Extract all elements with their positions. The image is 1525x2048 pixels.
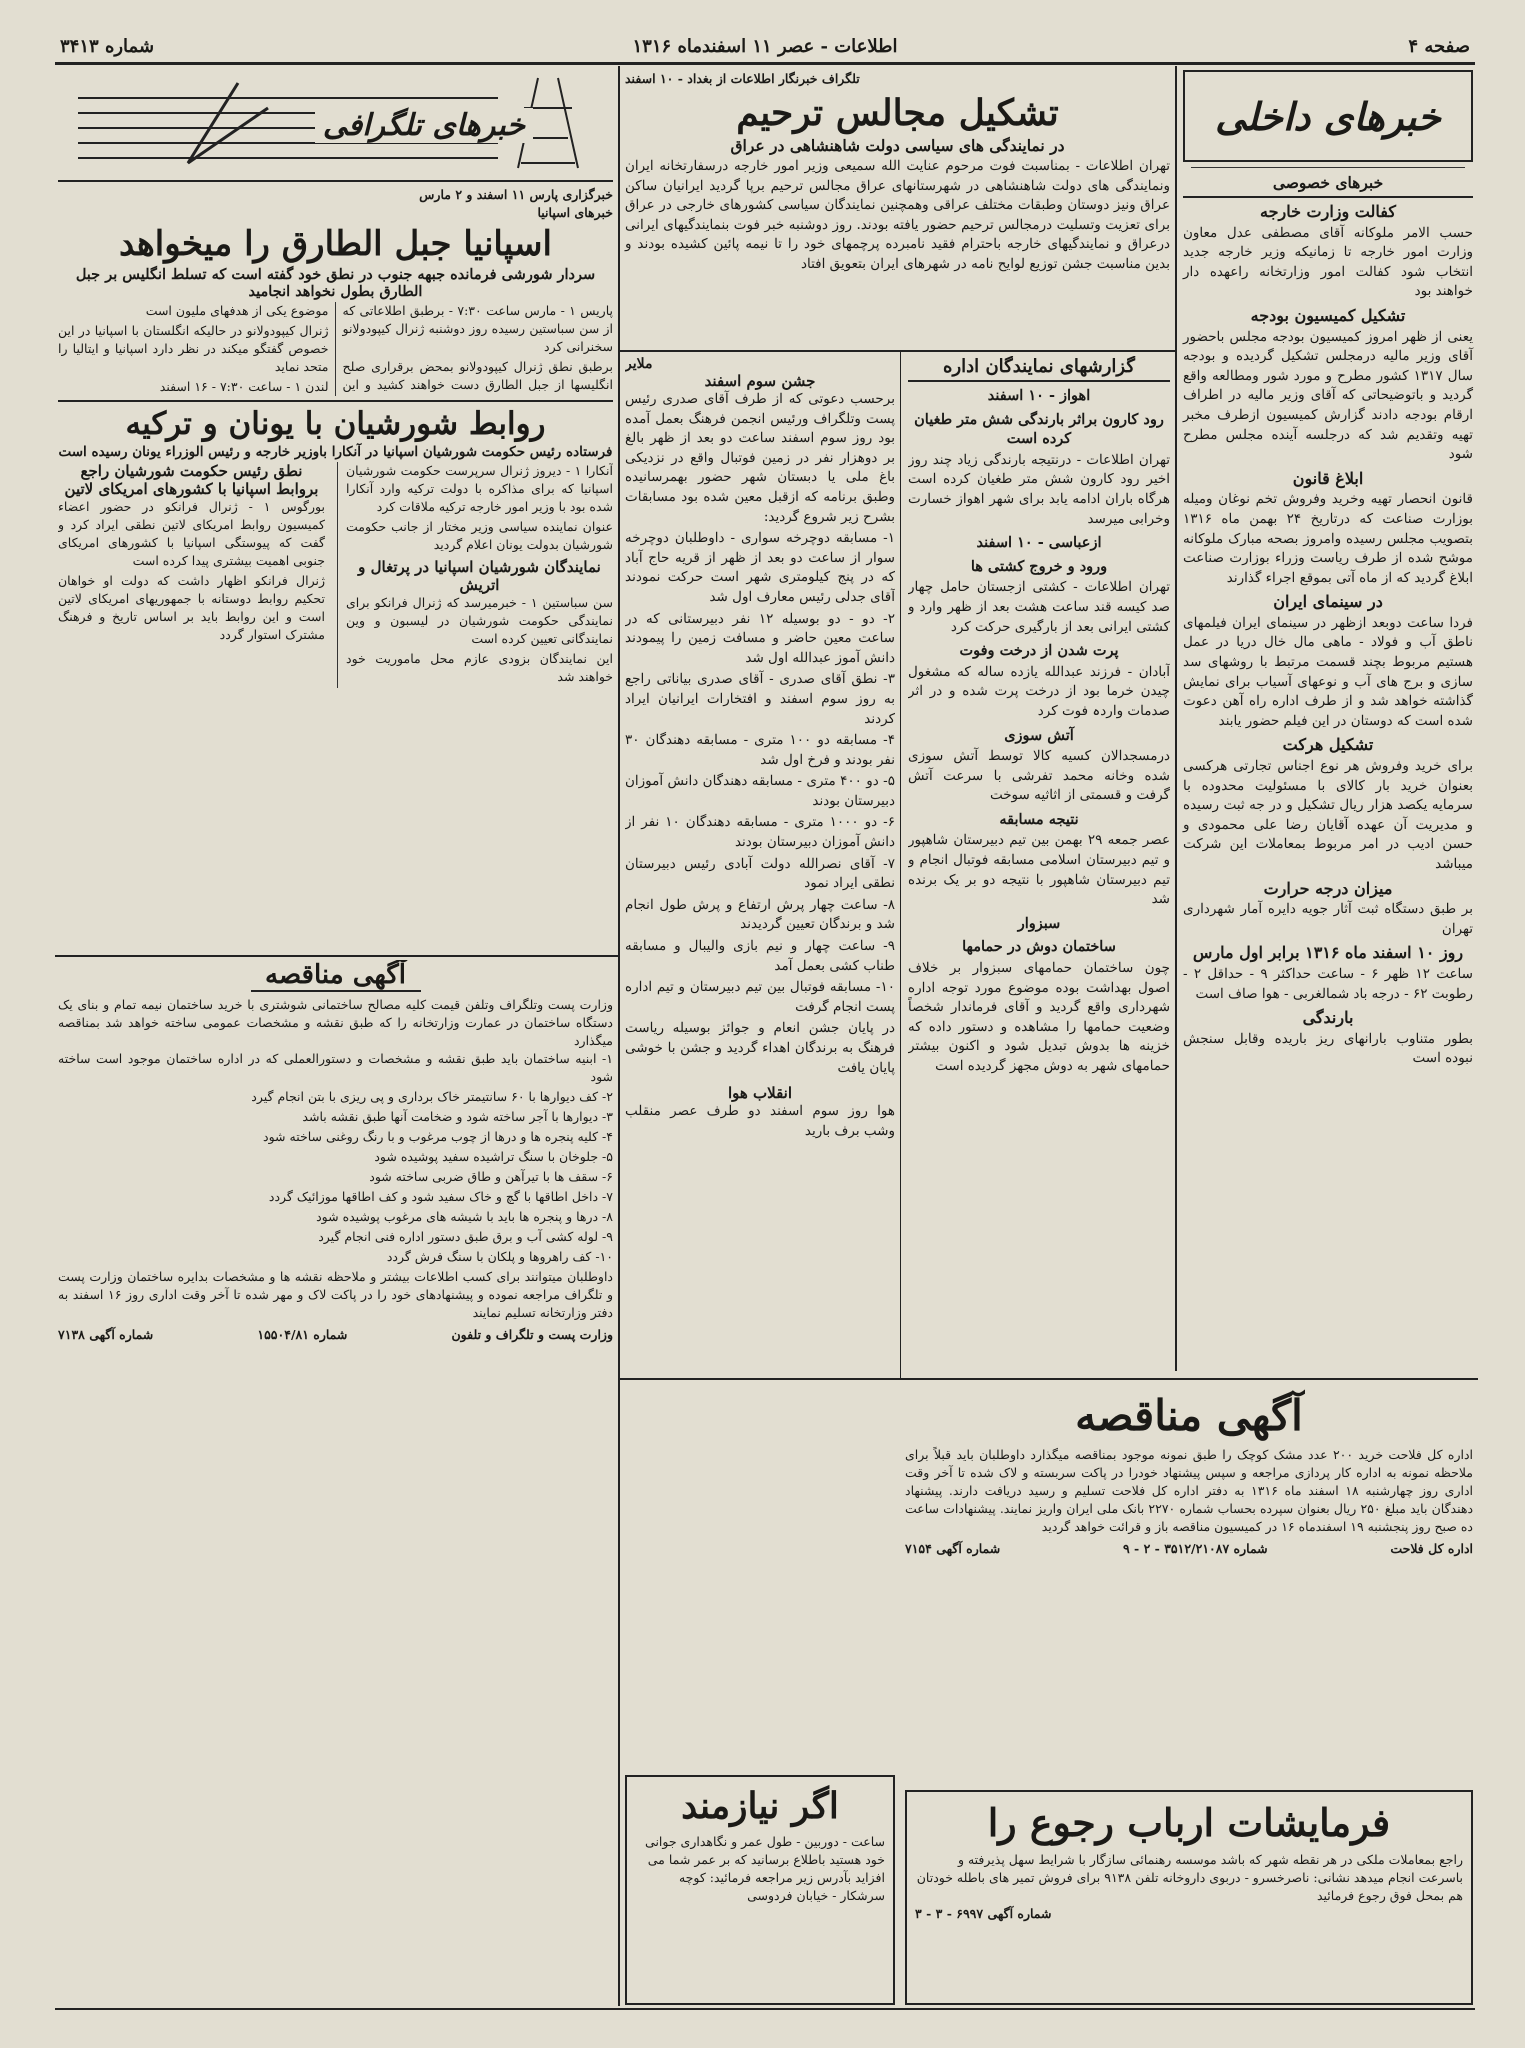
news-item-title: در سینمای ایران (1273, 592, 1383, 612)
portugal-headline: نمایندگان شورشیان اسپانیا در پرتغال و اتریش (358, 558, 601, 594)
tender1-item: ۲- کف دیوارها با ۶۰ سانتیمتر خاک برداری و پی ریزی با بتن انجام گیرد (251, 1089, 613, 1104)
right-column (1183, 70, 1473, 1370)
report-title: ساختمان دوش در حمامها (962, 938, 1116, 956)
report-title: رود کارون براثر بارندگی شش متر طغیان کرده است (914, 410, 1164, 448)
malayer-sub: جشن سوم اسفند (704, 372, 816, 390)
report-title: نتیجه مسابقه (999, 810, 1079, 828)
left-two-cols (58, 462, 613, 688)
malayer-list-item: ۱۰- مسابقه فوتبال بین تیم دبیرستان و تیم اداره پست انجام گرفت (625, 979, 895, 1015)
tender1-footer (58, 1326, 613, 1344)
tender1-item: ۵- جلوخان با سنگ تراشیده سفید پوشیده شود (374, 1149, 613, 1164)
report-text: چون ساختمان حمامهای سبزوار بر خلاف اصول بهداشت بوده موضوع مورد توجه اداره شهرداری واقع گردید و آقای فرماندار شخصاً وضعیت حمامها را مشاهده و دستور داده که خزینه ها بدوش تبدیل شود و اکنون بیشتر حمامهای شهر به دوش مجهز گردیده است (908, 960, 1170, 1074)
ad-orders-title: فرمایشات ارباب رجوع را (987, 1800, 1391, 1845)
tender1-item: ۷- داخل اطاقها با گچ و خاک سفید شود و کف اطاقها موزائیک گردد (268, 1189, 613, 1204)
col-rule-right (1175, 66, 1177, 1371)
news-item-title: میزان درجه حرارت (1263, 878, 1393, 898)
news-item-title: تشکیل هرکت (1282, 735, 1374, 755)
spain-paras (58, 302, 613, 396)
news-item-text: بر طبق دستگاه ثبت آثار جویه دایره آمار شهرداری تهران (1183, 901, 1473, 937)
domestic-news-title: خبرهای داخلی (1215, 93, 1441, 139)
domestic-news-banner (1183, 70, 1473, 162)
spain-section: خبرهای اسپانیا (537, 205, 613, 220)
news-item-title: بارندگی (1302, 1008, 1354, 1028)
weather-header: انقلاب هوا (727, 1084, 793, 1103)
mid-headline: تشکیل مجالس ترحیم (736, 92, 1059, 134)
left-column (58, 68, 613, 953)
tender1-ad (58, 960, 613, 2005)
malayer-list (625, 529, 895, 1078)
news-item-title: کفالت وزارت خارجه (1260, 202, 1396, 221)
ad-need-box (625, 1775, 895, 2005)
tender1-item: ۳- دیوارها با آجر ساخته شود و ضخامت آنها طبق نقشه باشد (302, 1109, 613, 1124)
malayer-list-item: ۳- نطق آقای صدری - آقای صدری بیاناتی راجع به روز سوم اسفند و افتخارات ایرانیان ایراد کردند (625, 671, 895, 727)
report-text: تهران اطلاعات - کشتی ازجستان حامل چهار صد کیسه قند ساعت هشت بعد از ظهر وارد و کشتی ایرانی بعد از بارگیری حرکت کرد (908, 579, 1170, 635)
malayer-list-item: ۹- ساعت چهار و نیم بازی والیبال و مسابقه طناب کشی بعمل آمد (625, 938, 895, 974)
report-title: پرت شدن از درخت وفوت (959, 642, 1119, 660)
malayer-list-item: در پایان جشن انعام و جوائز بوسیله ریاست فرهنگ به برندگان اهداء گردید و جشن با خوشی پایان یافت (625, 1020, 895, 1076)
masthead (60, 30, 1470, 60)
ad-need-text: ساعت - دوربین - طول عمر و نگاهداری جوانی خود هستید باطلاع برسانید که بر عمر شما می افزاید بآدرس زیر مراجعه فرمائید: کوچه سرشکار - خیابان فردوسی (645, 1834, 885, 1903)
report-title: سبزوار (1017, 914, 1061, 932)
malayer-list-item: ۲- دو - دو بوسیله ۱۲ نفر دبیرستانی که در ساعت معین حاضر و مسافت زمین را پیمودند دانش آموز عبدالله اول شد (625, 610, 895, 666)
news-item-text: حسب الامر ملوکانه آقای مصطفی عدل معاون وزارت امور خارجه تا زمانیکه وزیر خارجه جدید انتخاب شود کفالت امور وزارتخانه راعهده دار خواهند بود (1183, 224, 1473, 300)
reports-list (908, 386, 1170, 1077)
tender2-foot-right: اداره کل فلاحت (1390, 1541, 1473, 1556)
tender1-foot-right: وزارت پست و تلگراف و تلفون (451, 1327, 613, 1342)
mid-top-article (625, 70, 1170, 350)
tender1-item: ۴- کلیه پنجره ها و درها از چوب مرغوب و با رنگ روغنی ساخته شود (263, 1129, 613, 1144)
bottom-rule (55, 2008, 1475, 2010)
telegraph-line: تلگراف خبرنگار اطلاعات از بغداد - ۱۰ اسفند (625, 71, 860, 86)
malayer-list-item: ۱- مسابقه دوچرخه سواری - داوطلبان دوچرخه سوار از ساعت دو بعد از ظهر از قریه حاج آباد که در پنج کیلومتری شهر است حرکت نمودند آقای جدلی رئیس معارف اول شد (625, 530, 895, 605)
paragraph: ژنرال فرانکو اظهار داشت که دولت او خواهان تحکیم روابط دوستانه با جمهوریهای امریکای لاتین است و این روابط باید بر اساس تاریخ و فرهنگ مشترک استوار گردد (58, 573, 325, 642)
right-news-list (1183, 202, 1473, 1069)
tender1-foot-center: شماره ۱۵۵۰۴/۸۱ (257, 1327, 348, 1342)
ad-orders-box (905, 1790, 1473, 2005)
report-text: عصر جمعه ۲۹ بهمن بین تیم دبیرستان شاهپور و تیم دبیرستان اسلامی مسابقه فوتبال انجام و تیم دبیرستان شاهپور با نتیجه دو بر یک برنده شد (908, 832, 1170, 908)
greece-turkey-headline: روابط شورشیان با یونان و ترکیه (125, 406, 546, 442)
news-item-text: بطور متناوب بارانهای ریز باریده وقابل سنجش نبوده است (1183, 1030, 1473, 1067)
pars-agency-line: خبرگزاری پارس ۱۱ اسفند و ۲ مارس (419, 187, 613, 202)
tender1-item: ۱- ابنیه ساختمان باید طبق نقشه و مشخصات و دستورالعملی که در اداره ساختمان موجود است ساخته شود (58, 1051, 613, 1084)
paragraph: لندن ۱ - ساعت ۷:۳۰ - ۱۶ اسفند (159, 379, 329, 394)
malayer-list-item: ۴- مسابقه دو ۱۰۰ متری - مسابقه دهندگان ۳۰ نفر بودند و فرخ اول شد (625, 732, 895, 768)
portugal-paras (346, 594, 613, 686)
telegraph-banner-title: خبرهای تلگرافی (315, 108, 533, 143)
malayer-list-item: ۷- آقای نصرالله دولت آبادی رئیس دبیرستان نطقی ایراد نمود (625, 855, 895, 892)
tender1-item: ۱۰- کف راهروها و پلکان با سنگ فرش گردد (386, 1249, 613, 1264)
report-text: درمسجدالان کسیه کالا توسط آتش سوزی شده وخانه محمد تفرشی با سرعت آتش گرفت و قسمتی از اثاثیه سوخت (908, 748, 1170, 804)
tender2-ad (905, 1385, 1473, 1785)
left-col-b (58, 462, 325, 688)
report-text: آبادان - فرزند عبدالله یازده ساله که مشغول چیدن خرما بود از درخت پرت شده و در اثر صدمات واردہ فوت کرد (908, 663, 1170, 719)
paragraph: ژنرال کیپودولانو در حالیکه انگلستان با اسپانیا در این خصوص گفتگو میکند در نظر دارد اسپانیا و ایتالیا را متحد نماید (58, 323, 329, 374)
tender2-top-rule (620, 1378, 1478, 1380)
tender1-intro: وزارت پست وتلگراف وتلفن قیمت کلیه مصالح ساختمانی شوشتری با خرید ساختمان نیمه تمام و بنای یک دستگاه ساختمان در عمارت وزارتخانه را که طبق نقشه و مشخصات عمومی ساخته خواهد شد بمناقصه میگذارد (58, 997, 613, 1048)
report-title: آتش سوزی (1004, 726, 1074, 744)
paragraph: عنوان نماینده سیاسی وزیر مختار از جانب حکومت شورشیان بدولت یونان اعلام گردید (346, 519, 613, 552)
tender1-title: آگهی مناقصه (251, 960, 421, 992)
ad-need-title: اگر نیازمند (681, 1785, 839, 1827)
news-item-title: تشکیل کمیسیون بودجه (1250, 305, 1406, 325)
news-item-title: روز ۱۰ اسفند ماه ۱۳۱۶ برابر اول مارس (1192, 943, 1464, 963)
tender1-item: ۸- درها و پنجره ها باید با شیشه های مرغوب پوشیده شود (316, 1209, 613, 1224)
news-item-title: ابلاغ قانون (1292, 468, 1364, 488)
report-title: ازعباسی - ۱۰ اسفند (976, 534, 1102, 552)
spain-subhead: سردار شورشی فرمانده جبهه جنوب در نطق خود گفته است که تسلط انگلیس بر جبل الطارق بطول نخواهد انجامید (75, 266, 596, 300)
masthead-rule (55, 62, 1475, 65)
tender1-foot-left: شماره آگهی ۷۱۳۸ (58, 1327, 154, 1342)
col-rule-mid (900, 350, 901, 1380)
report-title: اهواز - ۱۰ اسفند (987, 387, 1091, 404)
news-item-text: ساعت ۱۲ ظهر ۶ - ساعت حداکثر ۹ - حداقل ۲ - رطوبت ۶۲ - درجه باد شمالغربی - هوا صاف است (1183, 965, 1473, 1002)
tender2-foot-center: شماره ۳۵۱۲/۲۱۰۸۷ - ۲ - ۹ (1122, 1541, 1268, 1556)
ad-orders-text: راجع بمعاملات ملکی در هر نقطه شهر که باشد موسسه رهنمائی سازگار با شرایط سهل پذیرفته و باسرعت انجام میدهد نشانی: ناصرخسرو - دربوی داروخانه تلفن ۹۱۳۸ برای فروش تمیر های باطله خودتان هم بمحل فوق رجوع فرمائید (916, 1852, 1463, 1903)
tender2-text: اداره کل فلاحت خرید ۲۰۰ عدد مشک کوچک را طبق نمونه موجود بمناقصه میگذارد داوطلبان باید قبلاً برای ملاحظه نمونه به اداره کار پردازی مراجعه و سپس پیشنهاد خودرا در پاکت سربسته و لاک شده تا آخر وقت اداری روز چهارشنبه ۱۸ اسفند ماه ۱۳۱۶ به دفتر اداره کل فلاحت تسلیم و رسید دریافت دارند. پیشنهاد دهندگان باید مبلغ ۲۵۰ ریال بعنوان سپرده بحساب شماره ۲۲۷۰ بانک ملی ایران واریز نمایند. پیشنهادات ساعت ده صبح روز پنجشنبه ۱۹ اسفندماه ۱۶ در کمیسیون مناقصه باز و قرائت خواهد گردید (905, 1447, 1473, 1534)
tender1-tail: داوطلبان میتوانند برای کسب اطلاعات بیشتر و ملاحظه نقشه ها و مشخصات بدایره ساختمان وزارت پست و تلگراف مراجعه نموده و پیشنهادهای خود را در پاکت لاک و مهر شده تا آخر وقت اداری روز ۱۶ اسفند به دفتر وزارتخانه تسلیم نمایند (58, 1269, 613, 1320)
latin-america-headline: نطق رئیس حکومت شورشیان راجع بروابط اسپانیا با کشورهای امریکای لاتین (64, 462, 319, 498)
mid-subhead: در نمایندگی های سیاسی دولت شاهنشاهی در عراق (730, 136, 1065, 155)
malayer-list-item: ۸- ساعت چهار پرش ارتفاع و پرش طول انجام شد و برندگان تعیین گردیدند (625, 896, 895, 933)
paragraph: آنکارا ۱ - دیروز ژنرال سرپرست حکومت شورشیان اسپانیا که برای مذاکره با دولت ترکیه وارد آنکارا شده بود با وزیر امور خارجه ترکیه ملاقات کرد (346, 463, 613, 514)
paragraph: پاریس ۱ - مارس ساعت ۷:۳۰ - برطبق اطلاعاتی که از سن سباستین رسیده روز دوشنبه ژنرال کیپودولانو سخنرانی کرد (342, 303, 613, 354)
masthead-date: اطلاعات - عصر ۱۱ اسفندماه ۱۳۱۶ (632, 36, 898, 57)
page-number: صفحه ۴ (1408, 36, 1470, 57)
reports-title: گزارشهای نمایندگان اداره (908, 356, 1170, 382)
news-item-text: برای خرید وفروش هر نوع اجناس تجارتی هرکسی بعنوان خرید بار کالای با مسئولیت محدوده با سرمایه یکصد هزار ریال تشکیل و در جه ثبت رسیده و مدیریت آن عهده آقایان رضا علی محمودی و حسن ادیب در امر مربوط بمعاملات این شرکت میباشد (1183, 758, 1473, 872)
tender2-title: آگهی مناقصه (1075, 1391, 1303, 1440)
latin-america-paras (58, 498, 325, 644)
reports-column (908, 356, 1170, 1376)
tender1-top-rule (55, 955, 618, 957)
tender1-items (58, 1050, 613, 1266)
tender2-foot-left: شماره آگهی ۷۱۵۴ (905, 1541, 1001, 1556)
issue-number: شماره ۳۴۱۳ (60, 36, 155, 57)
malayer-title: ملایر (625, 356, 653, 372)
private-news-header: خبرهای خصوصی (1183, 173, 1473, 198)
malayer-list-item: ۵- دو ۴۰۰ متری - مسابقه دهندگان دانش آموزان دبیرستان بودند (625, 773, 895, 809)
spain-headline: اسپانیا جبل الطارق را میخواهد (119, 224, 552, 264)
ad-orders-foot: شماره آگهی ۶۹۹۷ - ۳ - ۳ (915, 1906, 1052, 1921)
news-item-text: قانون انحصار تهیه وخرید وفروش تخم نوغان ومیله بوزارت صناعت که درتاریخ ۲۴ بهمن ماه ۱۳۱۶ بتصویب مجلس رسیده وامروز بصحه مبارک ملوکانه موشح شده از طرف ریاست وزراء بوزارت صناعت ابلاغ گردید که از ماه آتی بموقع اجراء گذارند (1183, 491, 1473, 586)
paragraph: برطبق نطق ژنرال کیپودولانو بمحض برقراری صلح انگلیسها از جبل الطارق دست خواهند کشید و این موضوع یکی از هدفهای ملیون است (145, 303, 613, 392)
malayer-column (625, 356, 895, 1376)
greece-turkey-subhead: فرستاده رئیس حکومت شورشیان اسپانیا در آنکارا باوزیر خارجه و رئیس الوزراء یونان رسیده است (58, 444, 613, 460)
report-text: تهران اطلاعات - درنتیجه بارندگی زیاد چند روز اخیر رود کارون شش متر طغیان کرده است هرگاه باران ادامه یابد برای شهر اهواز خسارت وخرابی میرسد (908, 451, 1170, 527)
weather-text: هوا روز سوم اسفند دو طرف عصر منقلب وشب برف بارید (625, 1103, 895, 1139)
tender1-item: ۶- سقف ها با تیرآهن و طاق ضربی ساخته شود (369, 1169, 613, 1184)
malayer-text: برحسب دعوتی که از طرف آقای صدری رئیس پست وتلگراف ورئیس انجمن فرهنگ بعمل آمده بود روز سوم اسفند ساعت دو بعد از ظهر بالغ بر دوهزار نفر در زمین فوتبال واقع در نزدیکی باغ ملی یا دبستان شهر حضور بهمرسانیده وطبق برنامه که ازقبل معین شده بود مسابقات بشرح زیر شروع گردید: (625, 391, 895, 525)
mid-lead: تهران اطلاعات - بمناسبت فوت مرحوم عنایت الله سمیعی وزیر امور خارجه درسفارتخانه ایران ونمایندگی های دولت شاهنشاهی در شهرستانهای عراق مجالس ترحیم برپا گردید ایرانیان ساکن عراق ونیز دوستان وطبقات مختلف عراقی وهمچنین نمایندگان سیاسی کشورهای خارجی در عراق برای تعزیت وتسلیت درمجالس ترحیم حضور یافته بودند. روز دوشنبه خبر فوت بنمایندگیهای ایرانی درعراق و نمایندگیهای خارجه باحترام فقید نامبرده پرچمهای خود را تا نیمه پائین کشیده بودند و بدین مناسبت جشن توزیع لوایح نامه در شهرهای ایران بتعویق افتاد (625, 158, 1170, 272)
mid-top-rule (620, 350, 1175, 352)
col-rule-left (618, 66, 620, 2006)
telegraph-banner (58, 68, 613, 182)
report-title: ورود و خروج کشتی ها (970, 557, 1108, 575)
paragraph: این نمایندگان بزودی عازم محل ماموریت خود خواهند شد (346, 651, 613, 684)
greece-paras (346, 462, 613, 554)
tender2-footer (905, 1540, 1473, 1558)
malayer-list-item: ۶- دو ۱۰۰۰ متری - مسابقه دهندگان ۱۰ نفر از دانش آموزان دبیرستان بودند (625, 814, 895, 851)
paragraph: بورگوس ۱ - ژنرال فرانکو در حضور اعضاء کمیسیون روابط امریکای لاتین نطقی ایراد کرد و گفت که پیوستگی اسپانیا با کشورهای امریکای جنوبی اهمیت بیشتری پیدا کرده است (58, 499, 325, 568)
news-item-text: یعنی از ظهر امروز کمیسیون بودجه مجلس باحضور آقای وزیر مالیه درمجلس تشکیل گردیده و بودجه سال ۱۳۱۷ کشور مطرح و مورد شور ومطالعه واقع گردید و باتوضیحاتی که آقای وزیر مالیه در اطراف ارقام بودجه دادند گزارش کمیسیون ازطرف مخبر تهیه وتقدیم شد که درجلسه آینده مجلس مطرح شود (1183, 328, 1473, 463)
news-item-text: فردا ساعت دوبعد ازظهر در سینمای ایران فیلمهای ناطق آب و فولاد - ماهی مال خال دریا در عمل هستیم مربوط بچند قسمت مرتبط با روشهای سد سازی و برج های آب و نوعهای آسیاب برای نمایش گذاشته خواهد شد و از طرف اداره راه آهن دعوت شده است که دوستان در این فیلم حضور یابند (1183, 614, 1473, 729)
paragraph: سن سباستین ۱ - خبرمیرسد که ژنرال فرانکو برای نمایندگی حکومت شورشیان در لیسبون و وین نمایندگانی تعیین کرده است (346, 595, 613, 646)
tender1-item: ۹- لوله کشی آب و برق طبق دستور اداره فنی انجام گیرد (318, 1229, 613, 1244)
left-col-a (337, 462, 613, 688)
